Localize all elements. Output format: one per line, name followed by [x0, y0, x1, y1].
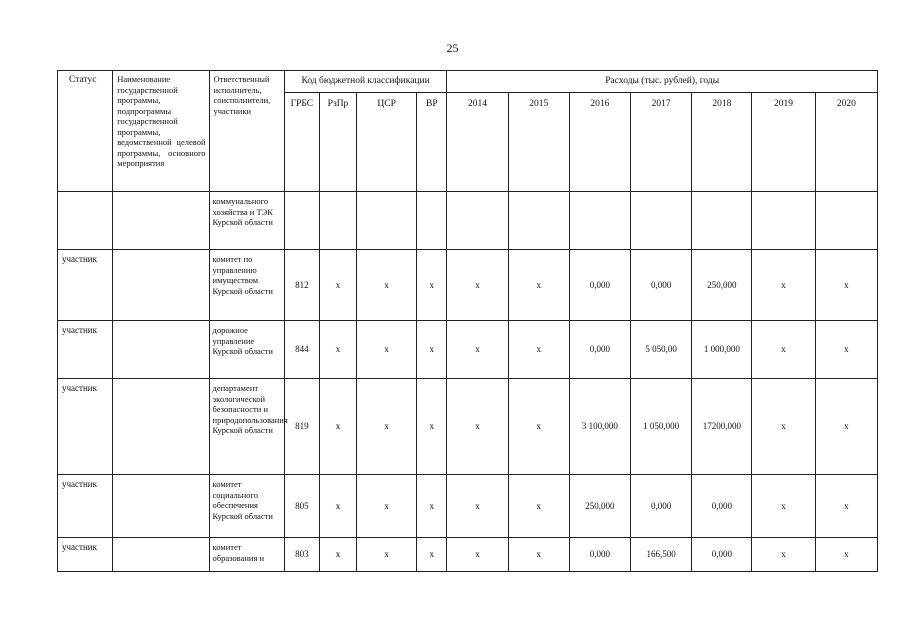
row-2019: x [752, 538, 815, 572]
header-code-grbs: ГРБС [284, 93, 319, 192]
row-2015: x [508, 321, 569, 379]
row-2016: 0,000 [569, 538, 630, 572]
row-rzpr: x [319, 475, 356, 538]
row-2019: x [752, 379, 815, 475]
row-2020: x [815, 379, 877, 475]
header-budget-code-group: Код бюджетной классификации [284, 71, 447, 93]
row-responsible: коммунального хозяйства и ТЭК Курской области [209, 192, 284, 250]
row-grbs: 819 [284, 379, 319, 475]
table-row [58, 321, 878, 379]
row-2017: 5 050,00 [631, 321, 692, 379]
header-status: Статус [58, 71, 113, 192]
row-2020: x [815, 475, 877, 538]
row-2014: x [447, 321, 508, 379]
header-year-2017: 2017 [631, 93, 692, 192]
row-2017: 166,500 [631, 538, 692, 572]
row-2018: 17200,000 [692, 379, 752, 475]
row-grbs: 844 [284, 321, 319, 379]
row-grbs: 803 [284, 538, 319, 572]
row-2018 [692, 192, 752, 250]
row-csr: x [357, 250, 417, 321]
row-2014: x [447, 538, 508, 572]
table-row [58, 192, 878, 250]
row-2016: 0,000 [569, 250, 630, 321]
row-grbs: 812 [284, 250, 319, 321]
table-row [58, 538, 878, 572]
table-header [58, 71, 878, 192]
row-2015 [508, 192, 569, 250]
row-2018: 0,000 [692, 538, 752, 572]
header-code-rzpr: РзПр [319, 93, 356, 192]
row-2017 [631, 192, 692, 250]
header-code-vr: ВР [417, 93, 447, 192]
row-vr: x [417, 250, 447, 321]
row-2015: x [508, 250, 569, 321]
header-year-2014: 2014 [447, 93, 508, 192]
row-2017: 0,000 [631, 475, 692, 538]
row-status [58, 192, 113, 250]
row-2020: x [815, 250, 877, 321]
row-vr: x [417, 321, 447, 379]
row-responsible: дорожное управление Курской области [209, 321, 284, 379]
row-vr: x [417, 475, 447, 538]
row-status: участник [58, 321, 113, 379]
row-rzpr: x [319, 538, 356, 572]
row-grbs: 805 [284, 475, 319, 538]
row-vr: x [417, 538, 447, 572]
header-year-2020: 2020 [815, 93, 877, 192]
row-2020 [815, 192, 877, 250]
row-vr [417, 192, 447, 250]
row-2016: 250,000 [569, 475, 630, 538]
row-responsible: комитет социального обеспечения Курской области [209, 475, 284, 538]
row-2014 [447, 192, 508, 250]
row-2015: x [508, 538, 569, 572]
header-year-2016: 2016 [569, 93, 630, 192]
row-program-name [113, 538, 209, 572]
row-csr: x [357, 379, 417, 475]
row-2019: x [752, 321, 815, 379]
header-year-2019: 2019 [752, 93, 815, 192]
row-2017: 1 050,000 [631, 379, 692, 475]
row-2016: 0,000 [569, 321, 630, 379]
row-program-name [113, 475, 209, 538]
row-2015: x [508, 475, 569, 538]
row-2018: 1 000,000 [692, 321, 752, 379]
table-row [58, 379, 878, 475]
header-responsible: Ответственный исполнитель, соисполнители, участники [209, 71, 284, 192]
row-program-name [113, 379, 209, 475]
row-2020: x [815, 321, 877, 379]
table-row [58, 475, 878, 538]
row-status: участник [58, 475, 113, 538]
row-2015: x [508, 379, 569, 475]
row-program-name [113, 250, 209, 321]
header-year-2018: 2018 [692, 93, 752, 192]
row-2016: 3 100,000 [569, 379, 630, 475]
row-2014: x [447, 475, 508, 538]
row-rzpr [319, 192, 356, 250]
row-2018: 0,000 [692, 475, 752, 538]
row-responsible: департамент экологической безопасности и природопользования Курской области [209, 379, 284, 475]
row-2018: 250,000 [692, 250, 752, 321]
header-program-name: Наименование государственной программы, подпрограммы государственной программы, ведомственной целевой программы, основного мероприятия [113, 71, 209, 192]
row-2019 [752, 192, 815, 250]
row-2020: x [815, 538, 877, 572]
table-body [58, 192, 878, 572]
row-csr: x [357, 475, 417, 538]
header-expenses-group: Расходы (тыс. рублей), годы [447, 71, 878, 93]
row-status: участник [58, 250, 113, 321]
row-vr: x [417, 379, 447, 475]
header-year-2015: 2015 [508, 93, 569, 192]
row-csr: x [357, 321, 417, 379]
row-2014: x [447, 250, 508, 321]
row-2014: x [447, 379, 508, 475]
row-status: участник [58, 538, 113, 572]
row-program-name [113, 192, 209, 250]
table-row [58, 250, 878, 321]
row-responsible: комитет по управлению имуществом Курской области [209, 250, 284, 321]
row-rzpr: x [319, 321, 356, 379]
row-grbs [284, 192, 319, 250]
row-csr [357, 192, 417, 250]
row-2017: 0,000 [631, 250, 692, 321]
row-2019: x [752, 250, 815, 321]
row-status: участник [58, 379, 113, 475]
row-2019: x [752, 475, 815, 538]
page-number: 25 [446, 41, 459, 55]
row-2016 [569, 192, 630, 250]
header-code-csr: ЦСР [357, 93, 417, 192]
row-program-name [113, 321, 209, 379]
row-responsible: комитет образования и [209, 538, 284, 572]
row-csr: x [357, 538, 417, 572]
row-rzpr: x [319, 250, 356, 321]
budget-table [57, 70, 878, 572]
row-rzpr: x [319, 379, 356, 475]
